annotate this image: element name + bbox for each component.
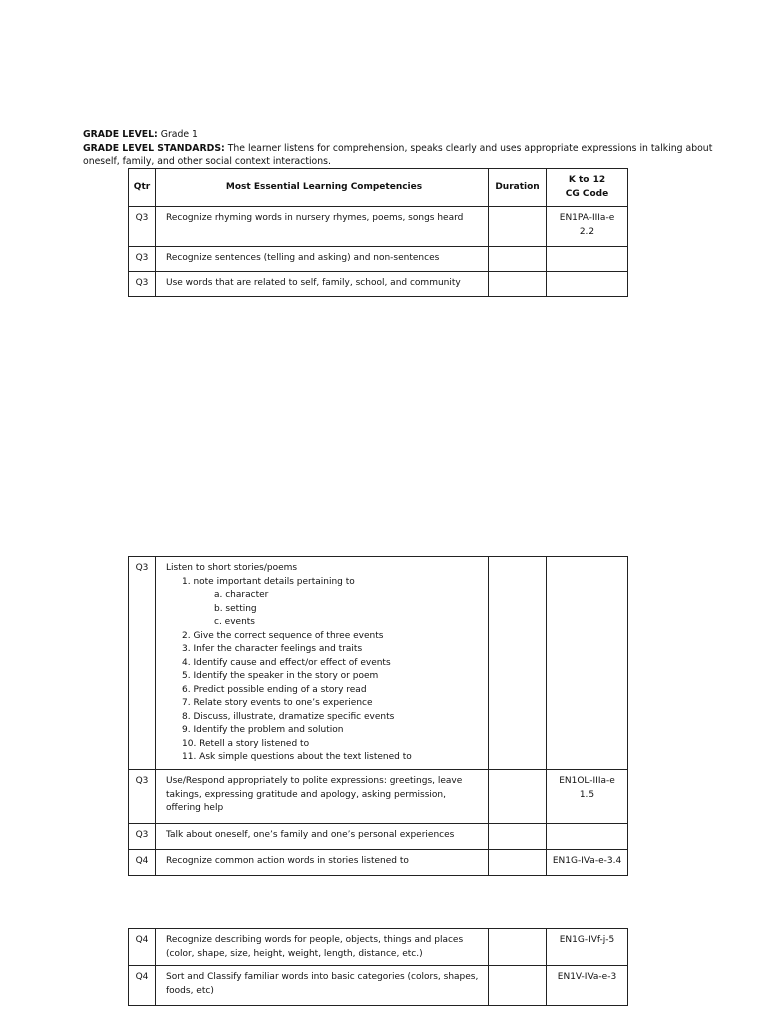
cg-code-cell (547, 557, 628, 770)
table-row (129, 929, 628, 966)
competency-cell: Talk about oneself, one’s family and one’s personal experiences (156, 824, 489, 850)
cg-code-header (547, 169, 628, 207)
cg-code-cell (547, 824, 628, 850)
cg-code-header-line2: CG Code (565, 188, 609, 199)
list-subitem: b. setting (214, 603, 257, 614)
cg-code-cell (547, 272, 628, 297)
grade-level-label: GRADE LEVEL: (83, 129, 158, 140)
list-item: 3. Infer the character feelings and traits (182, 644, 363, 654)
list-subitem: c. events (214, 617, 255, 627)
list-item: 1. note important details pertaining to (182, 576, 355, 587)
standards-text: The learner listens for comprehension, speaks clearly and uses appropriate expressions in talking about oneself, family, and other social context interactions. (83, 142, 713, 167)
list-item: 8. Discuss, illustrate, dramatize specific events (182, 711, 395, 722)
list-item: 6. Predict possible ending of a story read (182, 684, 367, 695)
competencies-table-q3-part2 (128, 556, 628, 876)
listen-intro: Listen to short stories/poems (166, 563, 298, 573)
qtr-header: Qtr (129, 169, 156, 207)
competencies-table-q3-part1 (128, 168, 628, 297)
grade-level-line (83, 128, 723, 142)
qtr-cell: Q3 (129, 770, 156, 824)
cg-code-line1: EN1PA-IIIa-e (559, 213, 615, 223)
list-item: 5. Identify the speaker in the story or poem (182, 671, 379, 681)
competencies-table-q4 (128, 928, 628, 1006)
cg-code-cell (547, 247, 628, 272)
qtr-cell: Q4 (129, 850, 156, 876)
qtr-cell: Q4 (129, 929, 156, 966)
competencies-header: Most Essential Learning Competencies (156, 169, 489, 207)
duration-cell (489, 557, 547, 770)
cg-code-line1: EN1OL-IIIa-e (559, 776, 615, 786)
competency-cell: Sort and Classify familiar words into basic categories (colors, shapes, foods, etc) (156, 966, 489, 1006)
table-row (129, 770, 628, 824)
document-header (83, 128, 723, 169)
table-row (129, 272, 628, 297)
table-row (129, 207, 628, 247)
cg-code-cell: EN1V-IVa-e-3 (547, 966, 628, 1006)
list-item: 4. Identify cause and effect/or effect of events (182, 657, 391, 668)
competency-cell: Recognize sentences (telling and asking) and non-sentences (156, 247, 489, 272)
duration-cell (489, 850, 547, 876)
cg-code-cell (547, 770, 628, 824)
list-item: 11. Ask simple questions about the text listened to (182, 752, 412, 762)
duration-cell (489, 929, 547, 966)
table-row (129, 247, 628, 272)
qtr-cell: Q3 (129, 247, 156, 272)
qtr-cell: Q3 (129, 824, 156, 850)
list-subitem: a. character (214, 590, 269, 600)
table-header-row (129, 169, 628, 207)
table-row (129, 824, 628, 850)
list-item: 2. Give the correct sequence of three events (182, 630, 384, 641)
cg-code-cell: EN1G-IVf-j-5 (547, 929, 628, 966)
qtr-cell: Q3 (129, 272, 156, 297)
competency-cell: Recognize rhyming words in nursery rhymes, poems, songs heard (156, 207, 489, 247)
competency-cell (156, 557, 489, 770)
cg-code-cell (547, 207, 628, 247)
duration-cell (489, 207, 547, 247)
competency-cell: Use/Respond appropriately to polite expressions: greetings, leave takings, expressing gratitude and apology, asking permission, offering help (156, 770, 489, 824)
cg-code-header-line1: K to 12 (568, 175, 606, 185)
qtr-cell: Q3 (129, 557, 156, 770)
competency-cell: Recognize common action words in stories listened to (156, 850, 489, 876)
table-row (129, 850, 628, 876)
qtr-cell: Q3 (129, 207, 156, 247)
list-item: 7. Relate story events to one’s experience (182, 698, 373, 708)
list-item: 9. Identify the problem and solution (182, 725, 344, 735)
cg-code-line2: 2.2 (579, 226, 595, 237)
duration-cell (489, 770, 547, 824)
duration-header: Duration (489, 169, 547, 207)
grade-level-value: Grade 1 (160, 129, 198, 140)
cg-code-cell: EN1G-IVa-e-3.4 (547, 850, 628, 876)
duration-cell (489, 272, 547, 297)
competency-cell: Use words that are related to self, family, school, and community (156, 272, 489, 297)
standards-label: GRADE LEVEL STANDARDS: (83, 142, 225, 154)
table-row (129, 557, 628, 770)
competency-cell: Recognize describing words for people, objects, things and places (color, shape, size, height, weight, length, distance, etc.) (156, 929, 489, 966)
table-row (129, 966, 628, 1006)
duration-cell (489, 247, 547, 272)
grade-level-standards (83, 142, 723, 169)
duration-cell (489, 966, 547, 1006)
list-item: 10. Retell a story listened to (182, 738, 310, 749)
qtr-cell: Q4 (129, 966, 156, 1006)
duration-cell (489, 824, 547, 850)
cg-code-line2: 1.5 (579, 789, 595, 800)
